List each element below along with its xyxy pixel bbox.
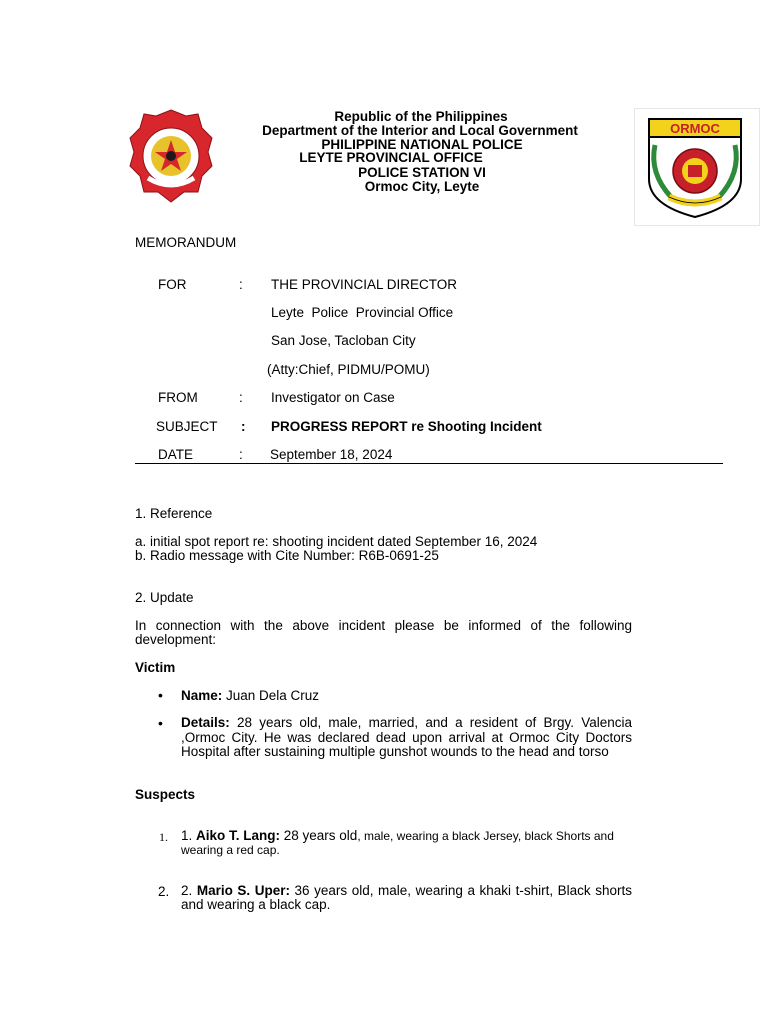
suspect-2 [181,884,632,912]
from-label: FROM [158,390,198,405]
victim-name-label: Name: [181,688,223,703]
suspect-1-num: 1. [181,828,197,843]
header-line-4: LEYTE PROVINCIAL OFFICE [299,150,483,165]
victim-name-value: Juan Dela Cruz [222,688,320,703]
suspect-1-marker: 1. [159,830,168,844]
victim-details-value: 28 years old, male, married, and a resident of Brgy. Valencia ,Ormoc City. He was declared dead upon arrival at Ormoc City Doctors Hospital after sustaining multiple gunshot wounds to the head and torso [181,715,632,759]
header-divider [135,463,723,464]
victim-name [181,688,632,703]
from-colon: : [239,390,243,405]
header-line-3: PHILIPPINE NATIONAL POLICE [321,137,523,152]
memo-type: MEMORANDUM [135,235,237,250]
header-line-6: Ormoc City, Leyte [364,179,480,194]
victim-details-label: Details: [181,715,230,730]
ormoc-banner-text: ORMOC [670,121,720,136]
header-line-2: Department of the Interior and Local Government [262,123,578,138]
for-colon: : [239,277,243,292]
update-paragraph: In connection with the above incident please be informed of the following development: [135,618,632,647]
date-colon: : [239,447,243,462]
suspect-2-marker: 2. [158,884,170,899]
header-line-1: Republic of the Philippines [334,109,508,124]
subject-value: PROGRESS REPORT re Shooting Incident [271,419,542,434]
suspect-1-name: Aiko T. Lang: [196,828,281,843]
subject-colon: : [241,419,246,434]
header-line-5: POLICE STATION VI [358,165,486,180]
for-line-1: THE PROVINCIAL DIRECTOR [271,277,458,292]
for-line-2: Leyte Police Provincial Office [271,305,454,320]
suspect-2-desc: 36 years old, male, wearing a khaki t-shirt, Black shorts and wearing a black cap. [181,883,633,912]
bullet-dot: • [158,715,163,731]
for-label: FOR [158,277,187,292]
suspect-2-name: Mario S. Uper: [196,883,290,898]
for-line-3: San Jose, Tacloban City [271,333,416,348]
subject-label: SUBJECT [156,419,218,434]
ormoc-police-logo [634,108,760,226]
from-value: Investigator on Case [271,390,395,405]
victim-heading: Victim [135,660,176,675]
suspect-1 [181,829,632,857]
victim-details [181,716,632,760]
suspects-heading: Suspects [135,787,196,802]
date-label: DATE [158,447,194,462]
reference-heading: 1. Reference [135,506,213,521]
suspect-1-rest: , male, wearing a black Jersey, black Shorts and wearing a red cap. [181,829,614,857]
for-line-4: (Atty:Chief, PIDMU/POMU) [267,362,430,377]
bullet-dot: • [158,687,163,703]
update-heading: 2. Update [135,590,194,605]
date-value: September 18, 2024 [270,447,393,462]
reference-b: b. Radio message with Cite Number: R6B-0691-25 [135,548,439,563]
suspect-1-age: 28 years old [280,828,358,843]
reference-a: a. initial spot report re: shooting incident dated September 16, 2024 [135,534,538,549]
suspect-2-num: 2. [181,883,197,898]
